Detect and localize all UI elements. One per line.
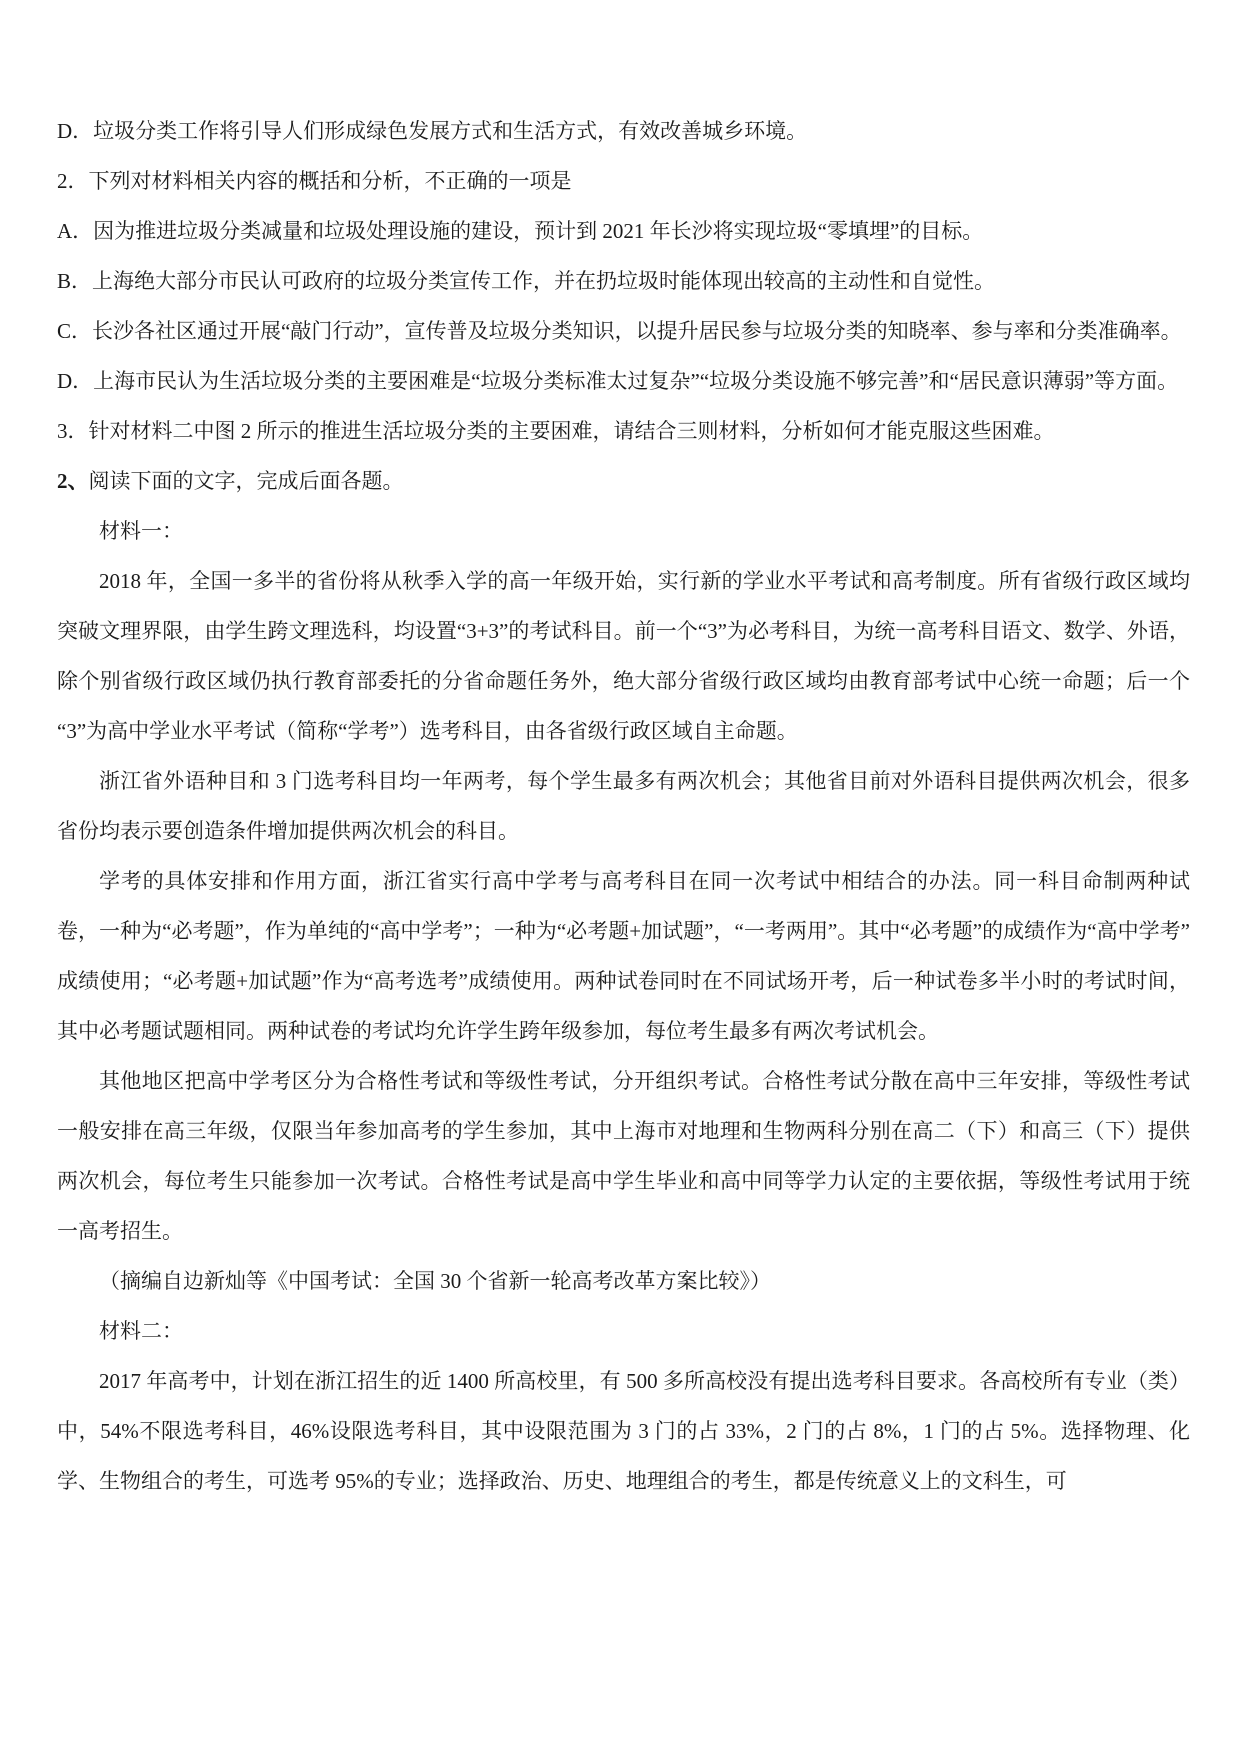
answer-option-a: A．因为推进垃圾分类减量和垃圾处理设施的建设，预计到 2021 年长沙将实现垃圾“零填埋”的目标。 (57, 219, 984, 243)
answer-option-d-previous-question: D．垃圾分类工作将引导人们形成绿色发展方式和生活方式，有效改善城乡环境。 (57, 119, 808, 143)
section-2-instruction (57, 456, 1190, 506)
answer-option-d: D．上海市民认为生活垃圾分类的主要困难是“垃圾分类标准太过复杂”“垃圾分类设施不够完善”和“居民意识薄弱”等方面。 (57, 369, 1179, 393)
answer-option-c: C．长沙各社区通过开展“敲门行动”，宣传普及垃圾分类知识，以提升居民参与垃圾分类的知晓率、参与率和分类准确率。 (57, 319, 1182, 343)
material-1-paragraph-2: 浙江省外语种目和 3 门选考科目均一年两考，每个学生最多有两次机会；其他省目前对外语科目提供两次机会，很多省份均表示要创造条件增加提供两次机会的科目。 (57, 769, 1190, 843)
material-1-heading: 材料一： (99, 519, 183, 543)
section-2-number: 2、 (57, 469, 89, 493)
question-3-stem: 3．针对材料二中图 2 所示的推进生活垃圾分类的主要困难，请结合三则材料，分析如何才能克服这些困难。 (57, 419, 1055, 443)
material-1-paragraph-4: 其他地区把高中学考区分为合格性考试和等级性考试，分开组织考试。合格性考试分散在高中三年安排，等级性考试一般安排在高三年级，仅限当年参加高考的学生参加，其中上海市对地理和生物两科分别在高二（下）和高三（下）提供两次机会，每位考生只能参加一次考试。合格性考试是高中学生毕业和高中同等学力认定的主要依据，等级性考试用于统一高考招生。 (57, 1069, 1190, 1243)
material-2-paragraph-1: 2017 年高考中，计划在浙江招生的近 1400 所高校里，有 500 多所高校没有提出选考科目要求。各高校所有专业（类）中，54%不限选考科目，46%设限选考科目，其中设限范围为 3 门的占 33%，2 门的占 8%，1 门的占 5%。选择物理、化学、生物组合的考生，可选考 95%的专业；选择政治、历史、地理组合的考生，都是传统意义上的文科生，可 (57, 1369, 1190, 1493)
material-2-heading: 材料二： (99, 1319, 183, 1343)
material-1-paragraph-1: 2018 年，全国一多半的省份将从秋季入学的高一年级开始，实行新的学业水平考试和高考制度。所有省级行政区域均突破文理界限，由学生跨文理选科，均设置“3+3”的考试科目。前一个“3”为必考科目，为统一高考科目语文、数学、外语，除个别省级行政区域仍执行教育部委托的分省命题任务外，绝大部分省级行政区域均由教育部考试中心统一命题；后一个“3”为高中学业水平考试（简称“学考”）选考科目，由各省级行政区域自主命题。 (57, 569, 1190, 743)
section-2-instruction-text: 阅读下面的文字，完成后面各题。 (88, 469, 404, 493)
question-2-stem: 2．下列对材料相关内容的概括和分析，不正确的一项是 (57, 169, 572, 193)
answer-option-b: B．上海绝大部分市民认可政府的垃圾分类宣传工作，并在扔垃圾时能体现出较高的主动性和自觉性。 (57, 269, 996, 293)
material-1-paragraph-3: 学考的具体安排和作用方面，浙江省实行高中学考与高考科目在同一次考试中相结合的办法。同一科目命制两种试卷，一种为“必考题”，作为单纯的“高中学考”；一种为“必考题+加试题”，“一考两用”。其中“必考题”的成绩作为“高中学考”成绩使用；“必考题+加试题”作为“高考选考”成绩使用。两种试卷同时在不同试场开考，后一种试卷多半小时的考试时间，其中必考题试题相同。两种试卷的考试均允许学生跨年级参加，每位考生最多有两次考试机会。 (57, 869, 1190, 1043)
material-1-source-citation: （摘编自边新灿等《中国考试：全国 30 个省新一轮高考改革方案比较》） (99, 1269, 771, 1293)
